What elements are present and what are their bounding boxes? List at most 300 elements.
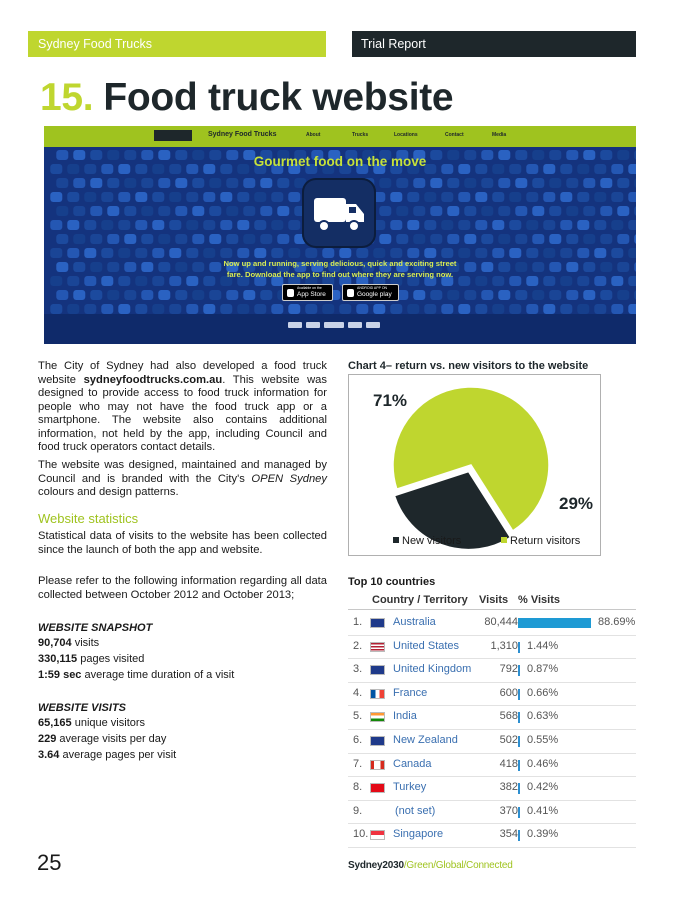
pie-label-return: 71%	[373, 391, 408, 410]
pattern-tile	[158, 178, 170, 188]
pattern-tile	[141, 178, 153, 188]
pattern-tile	[260, 178, 272, 188]
pattern-tile	[424, 220, 436, 230]
pattern-tile	[158, 290, 170, 300]
title-text: Food truck website	[103, 76, 454, 119]
pattern-tile	[101, 248, 113, 258]
pattern-tile	[628, 192, 636, 202]
pattern-tile	[169, 192, 181, 202]
pattern-tile	[203, 192, 215, 202]
pattern-tile	[67, 304, 79, 314]
pattern-tile	[220, 304, 232, 314]
google-play-button[interactable]	[342, 284, 399, 301]
row-pct: 0.63%	[527, 710, 559, 723]
pie-chart	[348, 374, 601, 556]
pattern-tile	[175, 290, 187, 300]
pattern-tile	[339, 248, 351, 258]
pattern-tile	[600, 290, 612, 300]
pattern-tile	[254, 220, 266, 230]
share-button-5[interactable]	[366, 322, 380, 328]
row-pct: 0.87%	[527, 663, 559, 676]
flag-tr-icon	[370, 783, 385, 793]
row-visits: 568	[499, 710, 518, 723]
pattern-tile	[271, 304, 283, 314]
play-icon	[347, 289, 354, 297]
pattern-tile	[277, 206, 289, 216]
website-link[interactable]: sydneyfoodtrucks.com.au	[83, 373, 223, 386]
pattern-tile	[260, 290, 272, 300]
pattern-tile	[396, 234, 408, 244]
stats-intro-paragraph: Statistical data of visits to the website has been collected since the launch of both the app and website.	[38, 530, 327, 556]
pattern-tile	[413, 206, 425, 216]
table-row	[348, 824, 638, 848]
pattern-tile	[243, 290, 255, 300]
website-screenshot	[44, 126, 636, 344]
legend-swatch-new	[393, 537, 399, 543]
pattern-tile	[158, 234, 170, 244]
pattern-tile	[413, 234, 425, 244]
pattern-tile	[600, 234, 612, 244]
pattern-tile	[226, 234, 238, 244]
snapshot-value: 1:59 sec	[38, 669, 82, 681]
pattern-tile	[288, 220, 300, 230]
pattern-tile	[526, 220, 538, 230]
site-tagline	[44, 258, 636, 280]
share-bar	[518, 665, 520, 676]
visits-value: 65,165	[38, 717, 72, 729]
site-headline: Gourmet food on the move	[253, 154, 427, 169]
pattern-tile	[509, 220, 521, 230]
pattern-tile	[464, 206, 476, 216]
pattern-tile	[611, 248, 623, 258]
pattern-tile	[243, 178, 255, 188]
pattern-tile	[90, 178, 102, 188]
app-store-small: Available on the	[297, 286, 322, 290]
food-truck-app-icon	[302, 178, 376, 248]
pattern-tile	[526, 248, 538, 258]
tagline-line-2: fare. Download the app to find out where they are serving now.	[226, 270, 454, 279]
pattern-tile	[413, 178, 425, 188]
pattern-tile	[243, 234, 255, 244]
pattern-tile	[532, 206, 544, 216]
pattern-tile	[209, 290, 221, 300]
section-number: 15.	[40, 76, 94, 119]
pattern-tile	[254, 248, 266, 258]
pattern-tile	[560, 192, 572, 202]
row-country[interactable]: Turkey	[393, 781, 427, 794]
pattern-tile	[430, 206, 442, 216]
row-rule	[348, 847, 636, 848]
pattern-tile	[56, 234, 68, 244]
pattern-tile	[107, 178, 119, 188]
pattern-tile	[152, 248, 164, 258]
pattern-tile	[260, 206, 272, 216]
pattern-tile	[543, 220, 555, 230]
pattern-tile	[322, 304, 334, 314]
pattern-tile	[532, 234, 544, 244]
pattern-tile	[356, 304, 368, 314]
pattern-tile	[498, 178, 510, 188]
pattern-tile	[617, 206, 629, 216]
pattern-tile	[243, 206, 255, 216]
pattern-tile	[611, 304, 623, 314]
pattern-tile	[549, 178, 561, 188]
pattern-tile	[90, 234, 102, 244]
pattern-tile	[107, 234, 119, 244]
table-row	[348, 730, 638, 754]
pattern-tile	[192, 290, 204, 300]
pattern-tile	[424, 192, 436, 202]
legend-swatch-return	[501, 537, 507, 543]
pattern-tile	[186, 304, 198, 314]
share-bar	[518, 760, 520, 771]
share-button-2[interactable]	[306, 322, 320, 328]
share-button-3[interactable]	[324, 322, 344, 328]
pattern-tile	[226, 290, 238, 300]
pattern-tile	[141, 234, 153, 244]
pattern-tile	[441, 220, 453, 230]
pattern-tile	[560, 304, 572, 314]
snapshot-label: pages visited	[77, 653, 145, 665]
flag-nz-icon	[370, 736, 385, 746]
design-pre: The website was designed, maintained and managed by Council and is branded with the City's	[38, 459, 327, 485]
pattern-tile	[379, 234, 391, 244]
snapshot-value: 90,704	[38, 637, 72, 649]
pattern-tile	[56, 290, 68, 300]
row-rank: 3.	[353, 663, 363, 676]
pattern-tile	[532, 290, 544, 300]
share-button-4[interactable]	[348, 322, 362, 328]
pattern-tile	[237, 192, 249, 202]
apple-icon	[287, 289, 294, 297]
pattern-tile	[186, 192, 198, 202]
pattern-tile	[634, 234, 636, 244]
pattern-tile	[577, 192, 589, 202]
table-row	[348, 754, 638, 778]
pattern-tile	[84, 304, 96, 314]
pattern-tile	[594, 220, 606, 230]
intro-paragraph	[38, 360, 327, 455]
pattern-tile	[373, 304, 385, 314]
row-rank: 2.	[353, 639, 363, 652]
pattern-tile	[526, 192, 538, 202]
pattern-tile	[515, 206, 527, 216]
pattern-tile	[152, 304, 164, 314]
pattern-tile	[73, 290, 85, 300]
pattern-tile	[135, 248, 147, 258]
nav-link-locations[interactable]: Locations	[394, 132, 418, 138]
visits-item	[38, 733, 166, 745]
pattern-tile	[379, 206, 391, 216]
app-store-label: App Store	[297, 291, 326, 298]
row-visits: 792	[499, 663, 518, 676]
pattern-tile	[458, 192, 470, 202]
header-report-label: Trial Report	[352, 31, 636, 57]
intro-pre: The City of Sydney had also developed a food truck website	[38, 360, 327, 386]
col-header-country: Country / Territory	[372, 594, 468, 606]
pattern-tile	[583, 290, 595, 300]
pattern-tile	[73, 206, 85, 216]
pattern-tile	[260, 234, 272, 244]
visits-item	[38, 717, 145, 729]
pie-label-new: 29%	[559, 494, 594, 513]
city-logo	[154, 130, 192, 141]
pattern-tile	[73, 234, 85, 244]
pattern-tile	[560, 248, 572, 258]
table-row	[348, 659, 638, 683]
visits-label: average visits per day	[56, 733, 167, 745]
pattern-tile	[407, 220, 419, 230]
row-country[interactable]: Canada	[393, 757, 432, 770]
pattern-tile	[169, 248, 181, 258]
visits-value: 3.64	[38, 749, 60, 761]
nav-link-trucks[interactable]: Trucks	[352, 132, 369, 138]
table-row	[348, 636, 638, 660]
pattern-tile	[430, 234, 442, 244]
pattern-tile	[634, 178, 636, 188]
table-row	[348, 612, 638, 636]
pattern-tile	[203, 220, 215, 230]
row-visits: 600	[499, 686, 518, 699]
pattern-tile	[175, 206, 187, 216]
pattern-tile	[492, 304, 504, 314]
pattern-tile	[152, 192, 164, 202]
footer-brand	[348, 860, 513, 871]
row-rank: 6.	[353, 734, 363, 746]
nav-link-contact[interactable]: Contact	[445, 132, 464, 138]
pattern-tile	[526, 304, 538, 314]
pattern-tile	[90, 206, 102, 216]
row-country[interactable]: Singapore	[393, 828, 444, 841]
pattern-tile	[577, 220, 589, 230]
google-play-small: ANDROID APP ON	[357, 286, 388, 290]
row-pct: 0.41%	[527, 804, 559, 817]
pattern-tile	[464, 234, 476, 244]
pattern-tile	[560, 220, 572, 230]
pattern-tile	[566, 178, 578, 188]
table-row	[348, 777, 638, 801]
pattern-tile	[209, 234, 221, 244]
pattern-tile	[56, 206, 68, 216]
snapshot-item	[38, 637, 99, 649]
flag-gb-icon	[370, 665, 385, 675]
pattern-tile	[481, 290, 493, 300]
site-nav-brand: Sydney Food Trucks	[208, 131, 277, 138]
pattern-tile	[50, 304, 62, 314]
row-visits: 80,444	[484, 616, 518, 628]
pattern-tile	[475, 304, 487, 314]
pattern-tile	[515, 234, 527, 244]
pattern-tile	[271, 248, 283, 258]
pattern-tile	[226, 206, 238, 216]
row-rank: 4.	[353, 686, 363, 699]
pattern-tile	[424, 304, 436, 314]
row-visits: 418	[499, 757, 518, 770]
google-play-label: Google play	[357, 291, 392, 298]
pattern-tile	[158, 206, 170, 216]
pattern-tile	[226, 178, 238, 188]
pattern-tile	[203, 248, 215, 258]
pattern-tile	[237, 304, 249, 314]
pattern-tile	[594, 192, 606, 202]
pattern-tile	[464, 290, 476, 300]
pattern-tile	[107, 206, 119, 216]
pattern-tile	[67, 220, 79, 230]
visits-item	[38, 749, 176, 761]
pattern-tile	[407, 248, 419, 258]
row-country[interactable]: Australia	[393, 616, 436, 628]
pattern-tile	[583, 234, 595, 244]
pattern-tile	[288, 304, 300, 314]
header-section-label: Sydney Food Trucks	[28, 31, 326, 57]
pattern-tile	[175, 178, 187, 188]
row-rank: 7.	[353, 757, 363, 770]
pattern-tile	[124, 290, 136, 300]
pattern-tile	[220, 248, 232, 258]
pattern-tile	[458, 248, 470, 258]
pattern-tile	[73, 178, 85, 188]
pattern-tile	[549, 290, 561, 300]
row-country[interactable]: New Zealand	[393, 734, 458, 746]
row-visits: 354	[499, 828, 518, 841]
visits-label: unique visitors	[71, 717, 146, 729]
row-country[interactable]: (not set)	[395, 804, 436, 817]
header-rule	[348, 609, 636, 610]
row-pct: 0.46%	[527, 757, 559, 770]
pattern-tile	[509, 248, 521, 258]
share-bar	[518, 642, 520, 653]
pattern-tile	[628, 248, 636, 258]
row-pct: 88.69%	[598, 616, 636, 628]
pattern-tile	[577, 248, 589, 258]
legend-new-visitors	[393, 535, 461, 547]
pattern-tile	[339, 304, 351, 314]
pattern-tile	[356, 248, 368, 258]
pattern-tile	[628, 304, 636, 314]
col-header-visits: Visits	[479, 594, 509, 606]
pattern-tile	[481, 234, 493, 244]
visits-label: average pages per visit	[59, 749, 177, 761]
pattern-tile	[254, 192, 266, 202]
pattern-tile	[50, 248, 62, 258]
table-row	[348, 706, 638, 730]
row-pct: 0.55%	[527, 734, 559, 746]
pattern-tile	[481, 178, 493, 188]
pattern-tile	[118, 220, 130, 230]
pattern-tile	[396, 178, 408, 188]
row-visits: 502	[499, 734, 518, 746]
pattern-tile	[390, 220, 402, 230]
top-countries-title: Top 10 countries	[348, 576, 436, 588]
pattern-tile	[175, 234, 187, 244]
pattern-tile	[152, 220, 164, 230]
pattern-tile	[50, 192, 62, 202]
pattern-tile	[101, 192, 113, 202]
pattern-tile	[441, 192, 453, 202]
open-sydney-brand: OPEN Sydney	[251, 472, 327, 485]
pattern-tile	[192, 234, 204, 244]
row-visits: 1,310	[490, 639, 518, 652]
pattern-tile	[549, 234, 561, 244]
pattern-tile	[594, 248, 606, 258]
pattern-tile	[447, 206, 459, 216]
pattern-tile	[288, 248, 300, 258]
pattern-tile	[118, 304, 130, 314]
pattern-tile	[464, 178, 476, 188]
pattern-tile	[509, 304, 521, 314]
legend-return-visitors	[501, 535, 580, 547]
pattern-tile	[498, 206, 510, 216]
pattern-tile	[186, 220, 198, 230]
pattern-tile	[498, 290, 510, 300]
share-bar	[518, 712, 520, 723]
pattern-tile	[192, 178, 204, 188]
flag-fr-icon	[370, 689, 385, 699]
row-pct: 0.42%	[527, 781, 559, 794]
share-bar	[518, 618, 591, 628]
pattern-tile	[220, 192, 232, 202]
pattern-tile	[600, 178, 612, 188]
pattern-tile	[424, 248, 436, 258]
pattern-tile	[475, 248, 487, 258]
share-button-1[interactable]	[288, 322, 302, 328]
pattern-tile	[305, 248, 317, 258]
snapshot-label: visits	[71, 637, 100, 649]
pattern-tile	[515, 290, 527, 300]
pattern-tile	[390, 248, 402, 258]
nav-link-about[interactable]: About	[306, 132, 321, 138]
pattern-tile	[135, 304, 147, 314]
pattern-tile	[430, 178, 442, 188]
share-bar	[518, 736, 520, 747]
design-paragraph	[38, 459, 327, 500]
pattern-tile	[611, 192, 623, 202]
snapshot-heading: WEBSITE SNAPSHOT	[38, 622, 153, 634]
pattern-tile	[617, 234, 629, 244]
pattern-tile	[634, 206, 636, 216]
pattern-tile	[67, 248, 79, 258]
legend-label-new: New visitors	[402, 535, 462, 547]
row-country[interactable]: India	[393, 710, 417, 723]
row-pct: 0.39%	[527, 828, 559, 841]
pattern-tile	[628, 220, 636, 230]
pattern-tile	[441, 248, 453, 258]
design-post: colours and design patterns.	[38, 486, 179, 498]
row-country[interactable]: France	[393, 686, 428, 699]
pattern-tile	[237, 248, 249, 258]
nav-link-media[interactable]: Media	[492, 132, 507, 138]
pattern-tile	[549, 206, 561, 216]
row-rank: 5.	[353, 710, 363, 723]
pattern-tile	[447, 178, 459, 188]
share-bar	[518, 807, 520, 818]
pattern-tile	[492, 192, 504, 202]
tagline-line-1: Now up and running, serving delicious, quick and exciting street	[223, 259, 457, 268]
row-country[interactable]: United Kingdom	[393, 663, 472, 676]
pattern-tile	[543, 304, 555, 314]
pattern-tile	[373, 248, 385, 258]
pattern-tile	[396, 206, 408, 216]
app-store-button[interactable]	[282, 284, 333, 301]
pattern-tile	[617, 290, 629, 300]
row-country[interactable]: United States	[393, 639, 460, 652]
truck-icon	[310, 186, 368, 240]
pattern-tile	[254, 304, 266, 314]
visits-heading: WEBSITE VISITS	[38, 702, 127, 714]
pattern-tile	[515, 178, 527, 188]
pattern-tile	[288, 192, 300, 202]
snapshot-item	[38, 669, 234, 681]
